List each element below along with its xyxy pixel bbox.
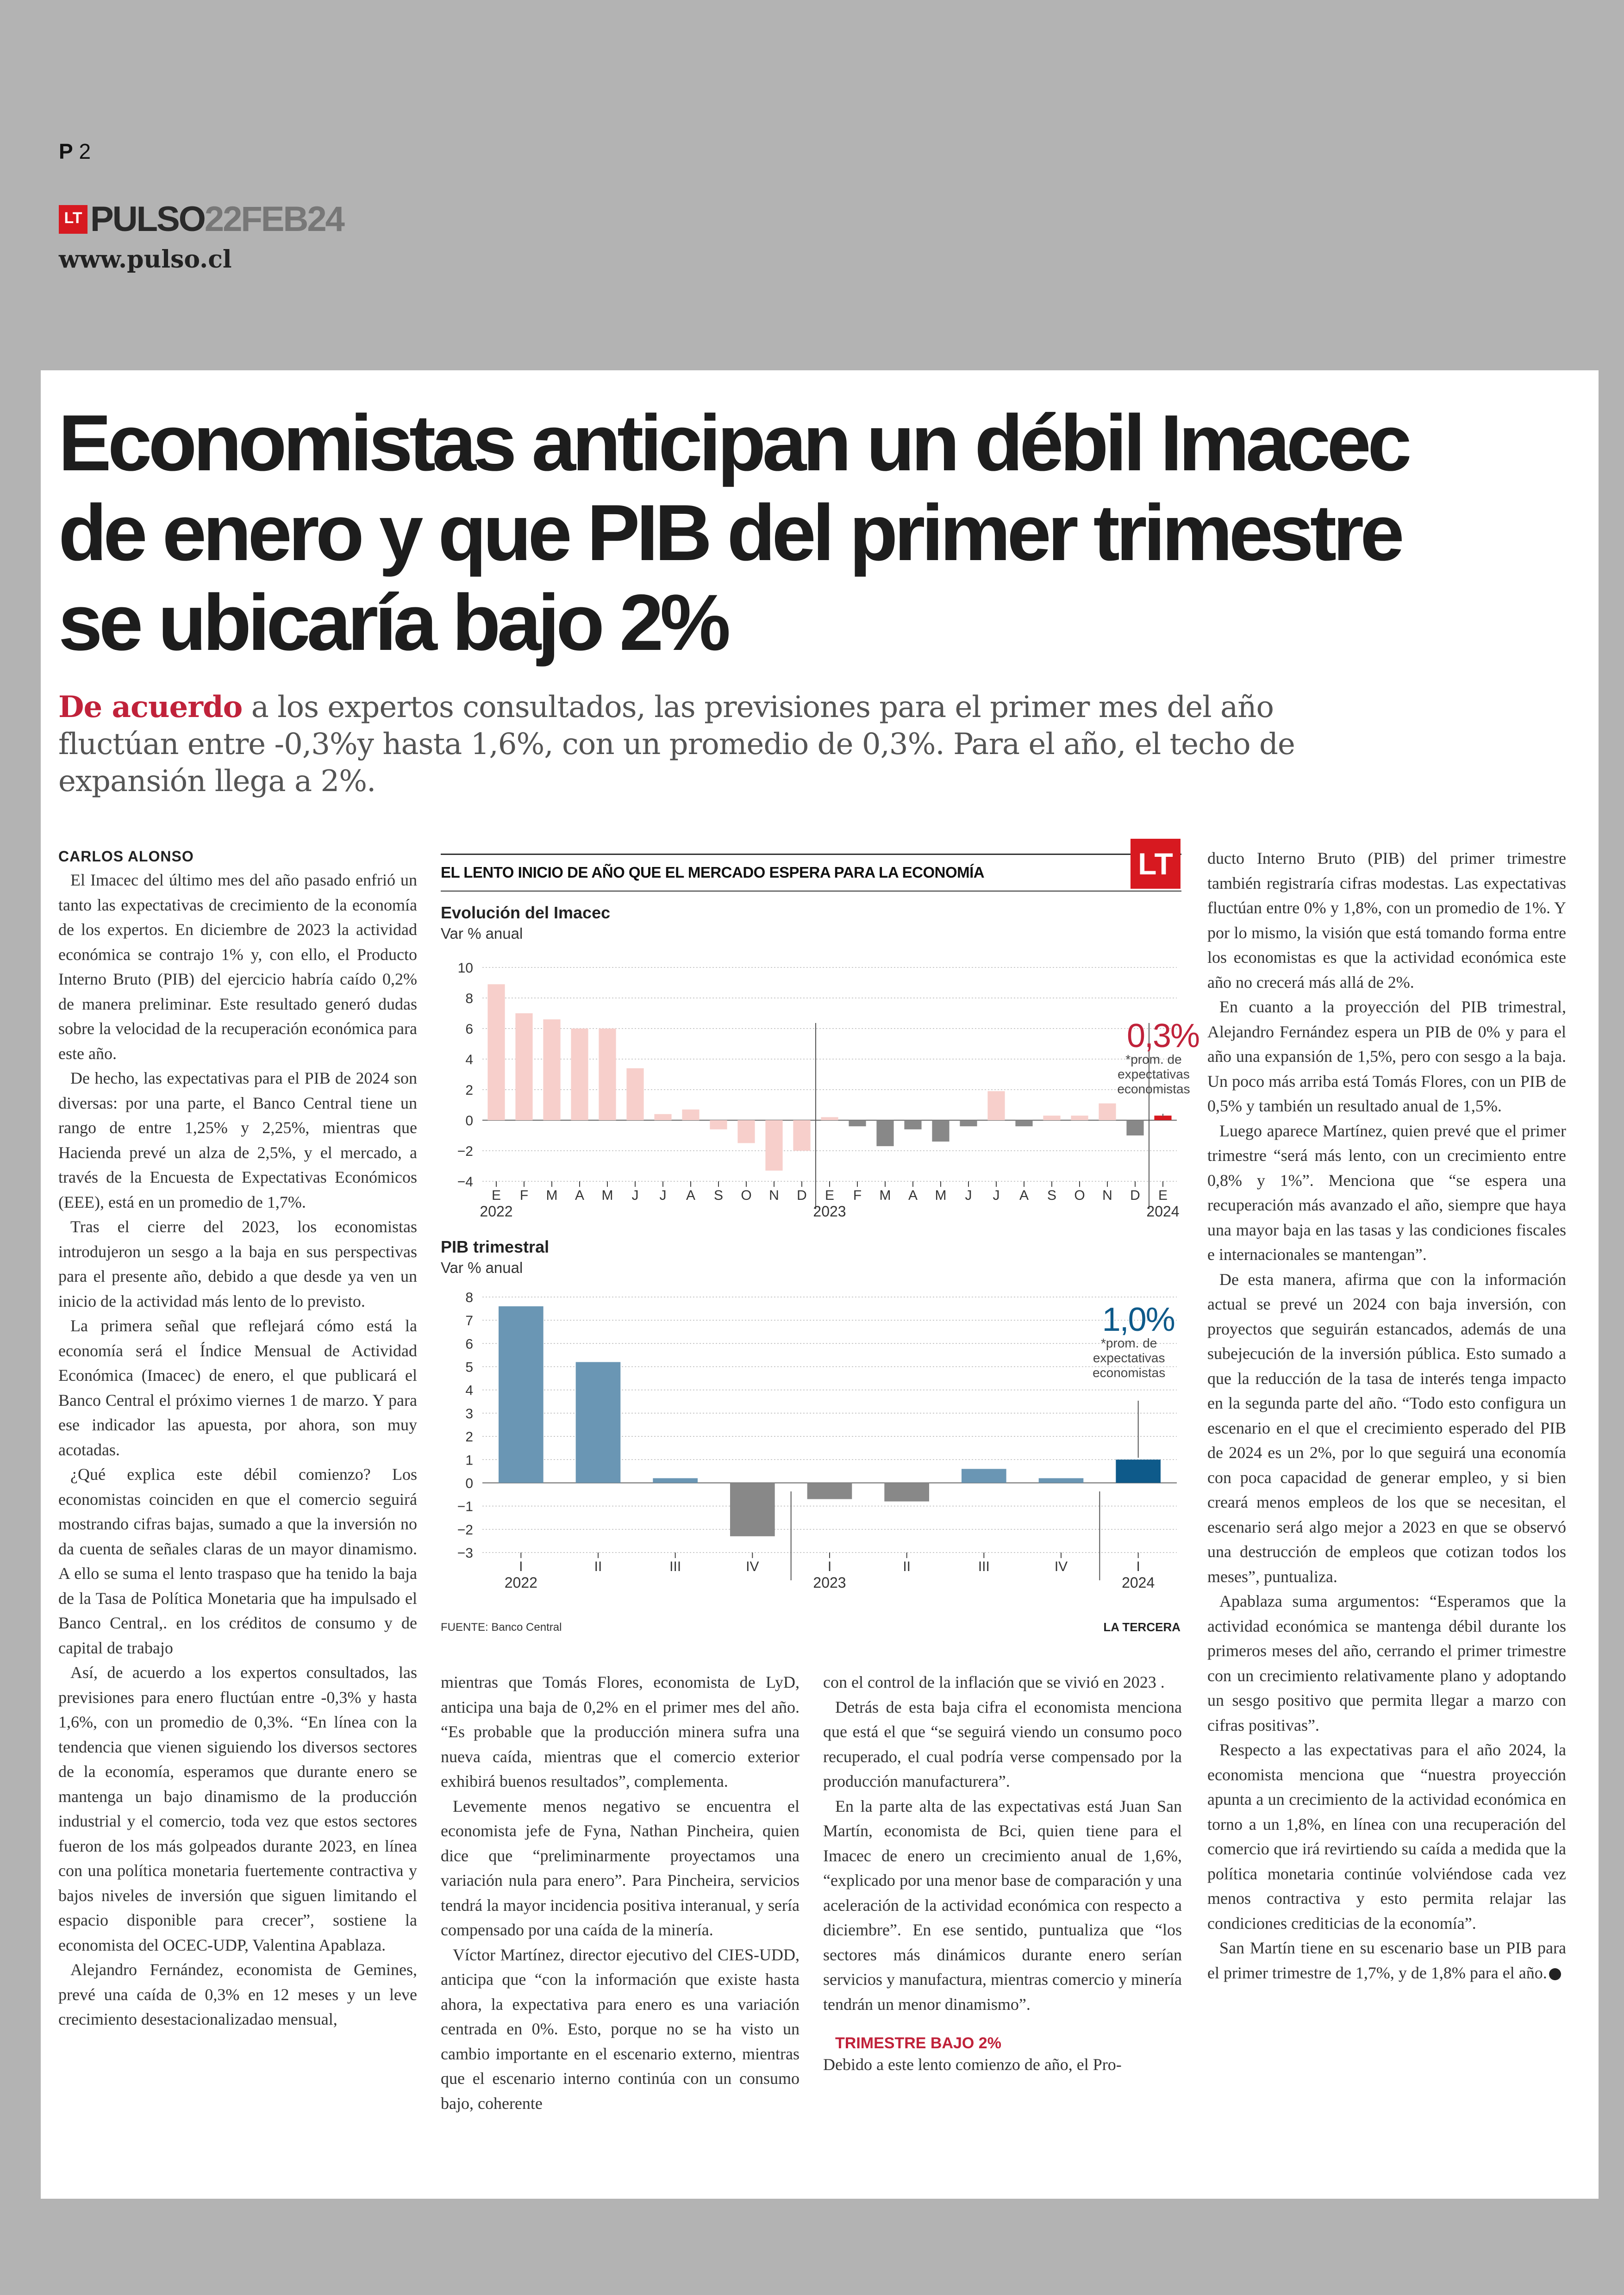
paragraph: En cuanto a la proyección del PIB trimestral, Alejandro Fernández espera un PIB de 0% y para el año una expansión de 1,5%, pero con sesgo a la baja. Un poco más arriba está Tomás Flores, con un PIB de 0,5% y también un resultado anual de 1,5%.	[1207, 998, 1566, 1115]
bar	[653, 1478, 698, 1483]
bar	[987, 1091, 1005, 1120]
highlight-value: 1,0%	[1102, 1301, 1174, 1338]
article-panel	[41, 370, 1599, 2199]
bar	[876, 1120, 893, 1146]
paragraph: De hecho, las expectativas para el PIB de 2024 son diversas: por una parte, el Banco Central tiene un rango de entre 1,25% y 2,25%, mientras que Hacienda prevé un alza de 2,5%, y el mercado, a través de la Encuesta de Expectativas Económicos (EEE), está en un promedio de 1,7%.	[58, 1069, 417, 1211]
bar	[543, 1019, 560, 1120]
x-tick-label: N	[1102, 1188, 1112, 1203]
x-tick-label: E	[824, 1188, 835, 1203]
bar	[730, 1483, 775, 1536]
x-tick-label: M	[546, 1188, 558, 1203]
paragraph: Respecto a las expectativas para el año 2024, la economista menciona que “nuestra proyección apunta a un crecimiento de la actividad económica en torno a un 1,8%, en línea con una recuperación del comercio que irá revirtiendo su caída a medida que la política monetaria continúe volviéndose cada vez menos contractiva y esto permita relajar las condiciones crediticias de la economía”.	[1207, 1740, 1566, 1933]
bar	[515, 1013, 532, 1120]
paragraph: Debido a este lento comienzo de año, el Pro-	[823, 2055, 1122, 2074]
x-tick-label: E	[1158, 1188, 1168, 1203]
x-tick-label: A	[1019, 1188, 1029, 1203]
y-tick-label: 8	[465, 991, 473, 1006]
y-tick-label: 4	[465, 1383, 473, 1398]
bar	[576, 1362, 621, 1483]
x-tick-label: A	[908, 1188, 918, 1203]
x-tick-label: J	[659, 1188, 667, 1203]
y-tick-label: 2	[465, 1083, 473, 1098]
x-tick-label: O	[741, 1188, 752, 1203]
y-tick-label: 0	[465, 1476, 473, 1491]
bar	[599, 1029, 616, 1120]
x-tick-label: N	[769, 1188, 779, 1203]
chart-source: FUENTE: Banco Central	[441, 1621, 562, 1634]
paragraph: ducto Interno Bruto (PIB) del primer trimestre también registraría cifras modestas. Las expectativas fluctúan entre 0% y 1,8%, con un promedio de 1%. Y por lo mismo, la visión que está tomando forma entre los economistas es que la actividad económica este año no crecerá más allá de 2%.	[1207, 849, 1566, 992]
highlight-note: economistas	[1117, 1082, 1190, 1096]
paragraph: mientras que Tomás Flores, economista de LyD, anticipa una baja de 0,2% en el primer mes del año. “Es probable que la producción minera sufra una nueva caída, mientras que el comercio exterior exhibirá buenos resultados”, complementa.	[441, 1673, 800, 1790]
x-tick-label: III	[669, 1559, 681, 1574]
year-label: 2023	[813, 1203, 846, 1220]
paragraph: De esta manera, afirma que con la información actual se prevé un 2024 con baja inversión, con proyectos que seguirán estancados, además de una subejecución de la inversión pública. Esto sumado a que la reducción de la tasa de interés tenga impacto en la segunda parte del año. “Todo esto configura un escenario en el que el crecimiento esperado del PIB de 2024 es un 2%, por lo que seguirá una economía con poca capacidad de generar empleo, y si bien creará menos empleos de los que se necesitan, el escenario será algo mejor a 2023 en que se observó una destrucción de empleos que cotizan todos los meses”, puntualiza.	[1207, 1270, 1566, 1586]
x-tick-label: D	[797, 1188, 807, 1203]
bar	[849, 1120, 866, 1126]
infographic-title-rule	[441, 891, 1181, 892]
year-label: 2024	[1146, 1203, 1180, 1220]
x-tick-label: I	[1136, 1559, 1140, 1574]
bar	[807, 1483, 852, 1499]
x-tick-label: J	[965, 1188, 972, 1203]
x-tick-label: M	[935, 1188, 947, 1203]
paragraph: El Imacec del último mes del año pasado enfrió un tanto las expectativas de crecimiento de la economía de los expertos. En diciembre de 2023 la actividad económica se contrajo 1% y, con ello, el Producto Interno Bruto (PIB) del ejercicio habría caído 0,2% de manera preliminar. Este resultado generó dudas sobre la velocidad de la recuperación económica para este año.	[58, 871, 417, 1063]
highlight-note: expectativas	[1118, 1067, 1190, 1081]
y-tick-label: 7	[465, 1313, 473, 1329]
y-tick-label: 1	[465, 1453, 473, 1468]
x-tick-label: S	[1047, 1188, 1057, 1203]
y-tick-label: 5	[465, 1360, 473, 1375]
y-tick-label: 2	[465, 1429, 473, 1445]
paragraph: Levemente menos negativo se encuentra el economista jefe de Fyna, Nathan Pincheira, quien dice que “preliminarmente proyectamos una variación nula para enero”. Para Pincheira, servicios tendrá la mayor incidencia positiva interanual, y sería compensado por una caída de la minería.	[441, 1796, 800, 1939]
paragraph: San Martín tiene en su escenario base un PIB para el primer trimestre de 1,7%, y de 1,8% para el año.	[1207, 1939, 1566, 1982]
x-tick-label: IV	[1054, 1559, 1068, 1574]
paragraph: La primera señal que reflejará cómo está la economía será el Índice Mensual de Actividad Económica (Imacec) de enero, el que publicará el Banco Central el próximo viernes 1 de marzo. Y para ese indicador las apuesta, por ahora, son muy acotadas.	[58, 1316, 417, 1459]
bar	[1043, 1116, 1060, 1120]
bar	[571, 1029, 588, 1120]
column-3	[823, 1670, 1182, 2077]
y-tick-label: −4	[457, 1174, 473, 1190]
year-label: 2022	[504, 1574, 537, 1591]
y-tick-label: −2	[457, 1144, 473, 1159]
paragraph: ¿Qué explica este débil comienzo? Los economistas coinciden en que el comercio seguirá mostrando cifras bajas, sumado a que la inversión no da cuenta de señales claras de un mayor dinamismo. A ello se suma el lento traspaso que ha tenido la baja de la Tasa de Política Monetaria que ha impulsado el Banco Central,. en los créditos de consumo y de capital de trabajo	[58, 1465, 417, 1657]
bar	[499, 1306, 543, 1483]
x-tick-label: O	[1074, 1188, 1085, 1203]
x-tick-label: I	[519, 1559, 523, 1574]
section-subhead: TRIMESTRE BAJO 2%	[835, 2034, 1001, 2052]
paragraph: con el control de la inflación que se vivió en 2023 .	[823, 1673, 1165, 1691]
bar	[1015, 1120, 1032, 1126]
y-tick-label: −1	[457, 1499, 473, 1515]
bar	[487, 984, 505, 1120]
y-tick-label: 0	[465, 1113, 473, 1129]
paragraph: Así, de acuerdo a los expertos consultados, las previsiones para enero fluctúan entre -0,3% y hasta 1,6%, con un promedio de 0,3%. “En línea con la tendencia que vienen siguiendo los diversos sectores de la economía, esperamos que durante enero se mantenga un bajo dinamismo de la producción industrial y el comercio, toda vez que estos sectores fueron de los más golpeados durante 2023, en línea con una política monetaria fuertemente contractiva y bajos niveles de inversión que siguen limitando el espacio disponible para crecer”, sostiene la economista del OCEC-UDP, Valentina Apablaza.	[58, 1663, 417, 1954]
y-tick-label: −2	[457, 1522, 473, 1538]
bar	[932, 1120, 949, 1141]
bar	[1126, 1120, 1143, 1135]
x-tick-label: IV	[746, 1559, 759, 1574]
x-tick-label: E	[491, 1188, 501, 1203]
deck-text: a los expertos consultados, las previsiones para el primer mes del año fluctúan entre -0,3%y hasta 1,6%, con un promedio de 0,3%. Para el año, el techo de expansión llega a 2%.	[58, 690, 1295, 798]
brand-name: PULSO	[90, 200, 205, 239]
year-label: 2022	[480, 1203, 513, 1220]
edition-date: 22FEB24	[204, 200, 344, 239]
column-2	[441, 1670, 800, 2116]
imacec-chart	[441, 899, 1199, 1232]
bar	[1071, 1116, 1088, 1120]
chart-ylabel: Var % anual	[441, 925, 523, 942]
bar	[1039, 1478, 1084, 1483]
x-tick-label: M	[879, 1188, 891, 1203]
column-4	[1207, 846, 1566, 1985]
y-tick-label: 3	[465, 1406, 473, 1422]
bar	[962, 1469, 1006, 1483]
chart-title: Evolución del Imacec	[441, 903, 611, 922]
lt-badge: LT	[1131, 839, 1181, 889]
page-number: P 2	[59, 139, 91, 163]
infographic-title: EL LENTO INICIO DE AÑO QUE EL MERCADO ESPERA PARA LA ECONOMÍA	[441, 864, 985, 881]
y-tick-label: 4	[465, 1052, 473, 1067]
paragraph: Tras el cierre del 2023, los economistas introdujeron un sesgo a la baja en sus perspectivas para el presente año, debido a que desde ya ven un inicio de la actividad más lento de lo previsto.	[58, 1217, 417, 1310]
pib-chart	[441, 1233, 1181, 1603]
paragraph: Alejandro Fernández, economista de Gemines, prevé una caída de 0,3% en 12 meses y un leve crecimiento desestacionalizadao mensual,	[58, 1960, 417, 2028]
x-tick-label: J	[993, 1188, 1000, 1203]
x-tick-label: II	[594, 1559, 602, 1574]
y-tick-label: 10	[457, 960, 473, 976]
x-tick-label: II	[903, 1559, 911, 1574]
bar	[710, 1120, 727, 1129]
bar	[821, 1117, 838, 1120]
bar	[960, 1120, 977, 1126]
x-tick-label: III	[978, 1559, 990, 1574]
highlight-note: *prom. de	[1125, 1052, 1182, 1066]
bar	[765, 1120, 782, 1171]
y-tick-label: −3	[457, 1546, 473, 1561]
paragraph: Víctor Martínez, director ejecutivo del CIES-UDD, anticipa que “con la información que existe hasta ahora, la expectativa para enero es una variación centrada en 0%. Esto, porque no se ha visto un cambio importante en el escenario externo, mientras que el escenario interno continúa con un consumo bajo, coherente	[441, 1945, 800, 2113]
column-1	[58, 848, 417, 2032]
masthead	[59, 201, 344, 238]
lt-logo: LT	[59, 205, 87, 234]
x-tick-label: A	[686, 1188, 696, 1203]
highlight-note: *prom. de	[1100, 1336, 1157, 1350]
x-tick-label: I	[827, 1559, 832, 1574]
byline: CARLOS ALONSO	[58, 848, 194, 865]
bar	[1116, 1459, 1161, 1483]
paragraph: Luego aparece Martínez, quien prevé que el primer trimestre “será más lento, con un crecimiento entre 0,8% y 1%”. Menciona que “se espera una recuperación más avanzado el año, siempre que haya una mayor baja en las tasas y las condiciones fiscales e internacionales se mantengan”.	[1207, 1121, 1566, 1264]
bar	[1099, 1104, 1116, 1120]
deck-kicker: De acuerdo	[58, 690, 243, 724]
bar	[884, 1483, 929, 1501]
paragraph: Apablaza suma argumentos: “Esperamos que la actividad económica se mantenga débil durante los primeros meses del año, cerrando el primer trimestre con un crecimiento relativamente plano y adoptando un sesgo positivo que permita llegar a marzo con cifras positivas”.	[1207, 1592, 1566, 1734]
x-tick-label: F	[519, 1188, 529, 1203]
year-label: 2024	[1122, 1574, 1155, 1591]
headline: Economistas anticipan un débil Imacec de enero y que PIB del primer trimestre se ubicaría bajo 2%	[58, 399, 1408, 667]
paragraph: Detrás de esta baja cifra el economista menciona que está el que “se seguirá viendo un consumo poco recuperado, el cual podría verse compensado por la producción manufacturera”.	[823, 1697, 1182, 1790]
x-tick-label: D	[1130, 1188, 1140, 1203]
bar	[737, 1120, 755, 1143]
paragraph: En la parte alta de las expectativas está Juan San Martín, economista de Bci, quien tiene para el Imacec de enero un crecimiento anual de 1,6%, “explicado por una menor base de comparación y una aceleración de la actividad económica con respecto a diciembre”. En ese sentido, puntualiza que “los sectores más dinámicos durante enero serían servicios y manufactura, mientras comercio y minería tendrán un menor dinamismo”.	[823, 1796, 1182, 2014]
y-tick-label: 6	[465, 1336, 473, 1352]
highlight-note: expectativas	[1093, 1351, 1165, 1365]
y-tick-label: 6	[465, 1022, 473, 1037]
x-tick-label: M	[601, 1188, 613, 1203]
highlight-note: economistas	[1093, 1366, 1166, 1380]
x-tick-label: A	[575, 1188, 585, 1203]
bar	[626, 1068, 643, 1120]
deck	[58, 689, 1355, 800]
y-tick-label: 8	[465, 1290, 473, 1305]
end-mark-icon	[1549, 1968, 1561, 1980]
bar	[793, 1120, 810, 1151]
chart-brand: LA TERCERA	[1103, 1620, 1181, 1634]
infographic-top-rule	[441, 854, 1181, 855]
x-tick-label: S	[713, 1188, 724, 1203]
highlight-value: 0,3%	[1126, 1017, 1199, 1054]
bar	[904, 1120, 921, 1129]
bar	[682, 1110, 699, 1120]
year-label: 2023	[813, 1574, 846, 1591]
chart-ylabel: Var % anual	[441, 1259, 523, 1276]
bar	[654, 1114, 671, 1120]
chart-title: PIB trimestral	[441, 1237, 550, 1256]
x-tick-label: F	[853, 1188, 862, 1203]
x-tick-label: J	[631, 1188, 639, 1203]
site-url[interactable]: www.pulso.cl	[59, 245, 232, 274]
infographic	[441, 839, 1223, 1635]
